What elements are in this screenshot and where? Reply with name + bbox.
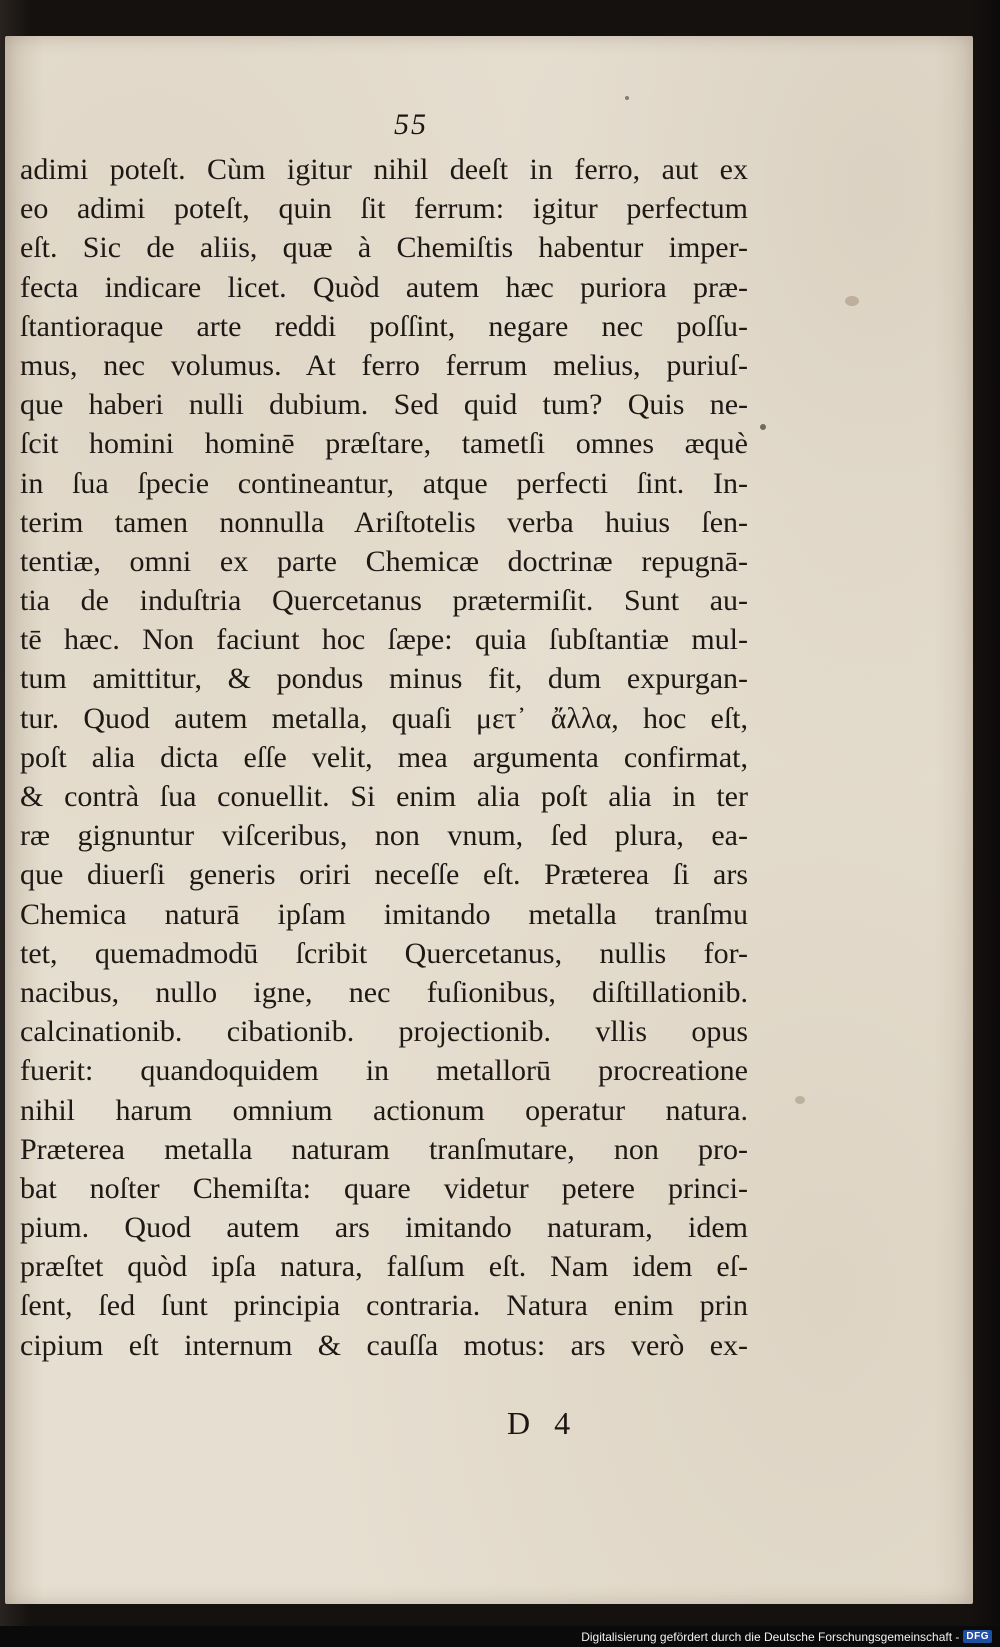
text-line: calcinationib. cibationib. projectionib. vllis opus (20, 1015, 748, 1049)
text-line: ſent, ſed ſunt principia contraria. Natura enim prin (20, 1289, 748, 1323)
text-line: fuerit: quandoquidem in metallorū procreatione (20, 1054, 748, 1088)
text-line: eſt. Sic de aliis, quæ à Chemiſtis habentur imper- (20, 231, 748, 265)
text-line: tentiæ, omni ex parte Chemicæ doctrinæ repugnā- (20, 544, 748, 578)
text-line: & contrà ſua conuellit. Si enim alia poſt alia in ter (20, 780, 748, 813)
text-line: poſt alia dicta eſſe velit, mea argumenta confirmat, (20, 740, 748, 774)
text-line: que diuerſi generis oriri neceſſe eſt. Præterea ſi ars (20, 858, 748, 892)
text-line: pium. Quod autem ars imitando naturam, idem (20, 1211, 748, 1245)
paper-stain (795, 1096, 805, 1104)
text-line: adimi poteſt. Cùm igitur nihil deeſt in ferro, aut ex (20, 153, 748, 186)
text-line: fecta indicare licet. Quòd autem hæc puriora præ- (20, 270, 748, 304)
text-line: tē hæc. Non faciunt hoc ſæpe: quia ſubſtantiæ mul- (20, 623, 748, 657)
text-line: tum amittitur, & pondus minus fit, dum expurgan- (20, 662, 748, 696)
text-line: nihil harum omnium actionum operatur natura. (20, 1093, 748, 1127)
text-line: ſcit homini hominē præſtare, tametſi omnes æquè (20, 427, 748, 461)
text-line: cipium eſt internum & cauſſa motus: ars verò ex- (20, 1328, 748, 1362)
paper-stain (625, 96, 629, 100)
paper-stain (760, 424, 766, 430)
text-line: tia de induſtria Quercetanus prætermiſit. Sunt au- (20, 584, 748, 618)
text-line: nacibus, nullo igne, nec fuſionibus, diſtillationib. (20, 975, 748, 1009)
credit-text: Digitalisierung gefördert durch die Deutsche Forschungsgemeinschaft - (581, 1629, 960, 1644)
text-line: terim tamen nonnulla Ariſtotelis verba huius ſen- (20, 505, 748, 539)
text-line: Chemica naturā ipſam imitando metalla tranſmu (20, 897, 748, 931)
text-line: in ſua ſpecie contineantur, atque perfecti ſint. In- (20, 466, 748, 500)
text-line: que haberi nulli dubium. Sed quid tum? Quis ne- (20, 388, 748, 422)
dfg-logo-icon: DFG (963, 1630, 992, 1643)
text-line: ræ gignuntur viſceribus, non vnum, ſed plura, ea- (20, 819, 748, 853)
text-line: mus, nec volumus. At ferro ferrum melius, puriuſ- (20, 348, 748, 382)
paper-stain (845, 296, 859, 306)
digitization-credit-bar (0, 1626, 1000, 1647)
signature-mark: D 4 (507, 1405, 579, 1441)
text-line: eo adimi poteſt, quin ſit ferrum: igitur perfectum (20, 192, 748, 226)
text-line: bat noſter Chemiſta: quare videtur petere princi- (20, 1171, 748, 1205)
text-line: tur. Quod autem metalla, quaſi μετ᾽ ἄλλα, hoc eſt, (20, 701, 748, 735)
page-number: 55 (394, 108, 428, 141)
text-line: præſtet quòd ipſa natura, falſum eſt. Nam idem eſ- (20, 1250, 748, 1284)
text-line: ſtantioraque arte reddi poſſint, negare nec poſſu- (20, 309, 748, 343)
text-line: Præterea metalla naturam tranſmutare, non pro- (20, 1132, 748, 1166)
text-line: tet, quemadmodū ſcribit Quercetanus, nullis for- (20, 936, 748, 970)
body-text (20, 150, 748, 1365)
